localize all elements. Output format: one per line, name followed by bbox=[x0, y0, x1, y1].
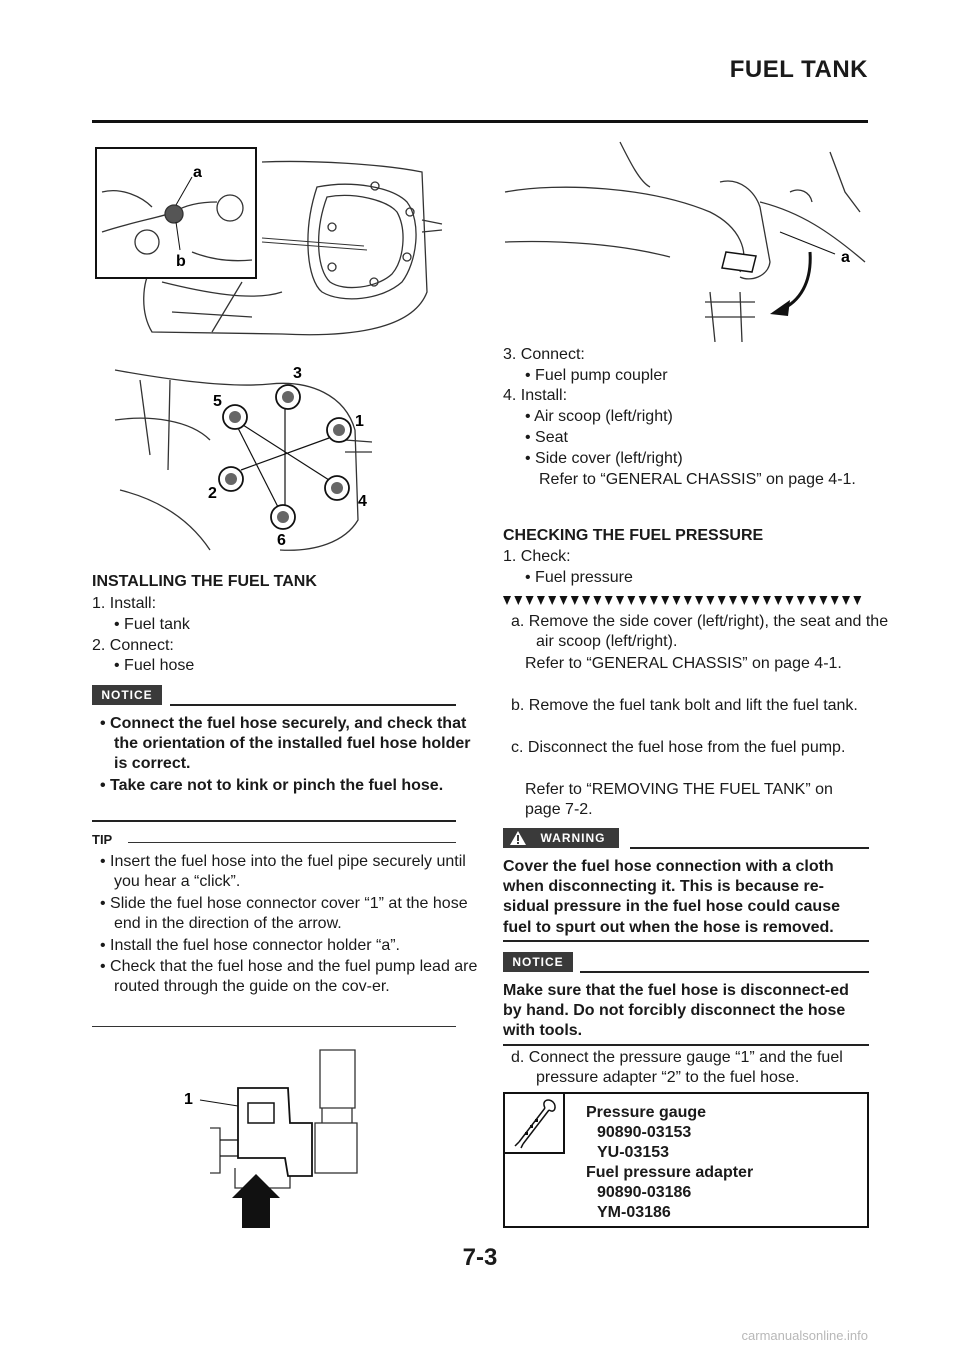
tip-item-2: • Slide the fuel hose connector cover “1” at the hose end in the direction of the arrow. bbox=[100, 895, 468, 933]
substep-d: d. Connect the pressure gauge “1” and the fuel pressure adapter “2” to the fuel hose. bbox=[511, 1049, 843, 1087]
install-step2: 2. Connect: bbox=[92, 637, 174, 654]
install-step2-item: • Fuel hose bbox=[114, 657, 195, 674]
fig3-label-a: a bbox=[841, 249, 850, 266]
page-title: FUEL TANK bbox=[729, 56, 868, 83]
install-step1: 1. Install: bbox=[92, 595, 157, 612]
substep-a-ref: Refer to “GENERAL CHASSIS” on page 4-1. bbox=[525, 655, 842, 672]
notice-badge: NOTICE bbox=[92, 685, 162, 705]
tool-fuel-pressure-adapter: Fuel pressure adapter bbox=[586, 1164, 754, 1181]
step3: 3. Connect: bbox=[503, 346, 585, 363]
warning-rule bbox=[630, 847, 869, 849]
fig2-label-6: 6 bbox=[277, 532, 286, 549]
notice-badge-right: NOTICE bbox=[503, 952, 573, 972]
notice-end-rule-right bbox=[503, 1044, 869, 1046]
notice-rule bbox=[170, 704, 456, 706]
warning-badge bbox=[503, 828, 619, 848]
tip-item-1: • Insert the fuel hose into the fuel pipe securely until you hear a “click”. bbox=[100, 853, 466, 891]
tip-end-rule bbox=[92, 1026, 456, 1027]
check-step1: 1. Check: bbox=[503, 548, 571, 565]
fig2-label-4: 4 bbox=[358, 493, 367, 510]
notice-item-2: • Take care not to kink or pinch the fuel hose. bbox=[100, 777, 444, 794]
warning-label: WARNING bbox=[540, 831, 606, 845]
warning-text: Cover the fuel hose connection with a cloth when disconnecting it. This is because re-sidual pressure in the fuel hose could cause fuel to spurt out when the hose is removed. bbox=[503, 858, 840, 936]
page-number: 7-3 bbox=[462, 1244, 498, 1271]
procedure-start-marker bbox=[503, 596, 869, 608]
fig2-label-2: 2 bbox=[208, 485, 217, 502]
warning-triangle-icon bbox=[509, 830, 527, 846]
figure-hose-connector bbox=[180, 1048, 380, 1228]
fig2-label-3: 3 bbox=[293, 365, 302, 382]
tip-rule bbox=[128, 842, 456, 843]
step3-item: • Fuel pump coupler bbox=[525, 367, 668, 384]
tool-icon-cell bbox=[505, 1094, 565, 1154]
tool-adapter-code-2: YM-03186 bbox=[597, 1204, 671, 1221]
substep-c-ref: Refer to “REMOVING THE FUEL TANK” on page 7-2. bbox=[525, 781, 833, 819]
figure-coupler bbox=[500, 132, 870, 342]
notice-text-right: Make sure that the fuel hose is disconnect-ed by hand. Do not forcibly disconnect the hose with tools. bbox=[503, 982, 849, 1040]
tool-adapter-code-1: 90890-03186 bbox=[597, 1184, 692, 1201]
watermark: carmanualsonline.info bbox=[741, 1328, 868, 1343]
notice-end-rule bbox=[92, 820, 456, 822]
fig4-label-1: 1 bbox=[184, 1091, 193, 1108]
fig2-label-5: 5 bbox=[213, 393, 222, 410]
tool-pressure-gauge-code-2: YU-03153 bbox=[597, 1144, 670, 1161]
fig2-label-1: 1 bbox=[355, 413, 364, 430]
special-tool-icon bbox=[505, 1094, 563, 1152]
tip-item-4: • Check that the fuel hose and the fuel pump lead are routed through the guide on the cov-er. bbox=[100, 958, 478, 996]
tool-pressure-gauge: Pressure gauge bbox=[586, 1104, 707, 1121]
tip-item-3: • Install the fuel hose connector holder “a”. bbox=[100, 937, 400, 954]
substep-a: a. Remove the side cover (left/right), the seat and the air scoop (left/right). bbox=[511, 613, 889, 651]
fig1-label-b: b bbox=[176, 253, 186, 270]
fig1-label-a: a bbox=[193, 164, 202, 181]
header-rule bbox=[92, 120, 868, 123]
installing-heading: INSTALLING THE FUEL TANK bbox=[92, 573, 317, 590]
tip-label: TIP bbox=[92, 832, 113, 847]
step4-item-1: • Air scoop (left/right) bbox=[525, 408, 673, 425]
step4-item-2: • Seat bbox=[525, 429, 568, 446]
notice-rule-right bbox=[580, 971, 869, 973]
substep-c: c. Disconnect the fuel hose from the fuel pump. bbox=[511, 739, 846, 756]
special-tools-box bbox=[503, 1092, 869, 1228]
install-step1-item: • Fuel tank bbox=[114, 616, 190, 633]
step4: 4. Install: bbox=[503, 387, 568, 404]
tool-pressure-gauge-code-1: 90890-03153 bbox=[597, 1124, 692, 1141]
step4-ref: Refer to “GENERAL CHASSIS” on page 4-1. bbox=[539, 471, 856, 488]
step4-item-3: • Side cover (left/right) bbox=[525, 450, 683, 467]
checking-heading: CHECKING THE FUEL PRESSURE bbox=[503, 527, 764, 544]
check-step1-item: • Fuel pressure bbox=[525, 569, 633, 586]
substep-b: b. Remove the fuel tank bolt and lift the fuel tank. bbox=[511, 697, 858, 714]
warning-end-rule bbox=[503, 940, 869, 942]
notice-item-1: • Connect the fuel hose securely, and check that the orientation of the installed fuel hose holder is correct. bbox=[100, 715, 471, 773]
figure-tank-top bbox=[92, 142, 452, 352]
figure-bolt-sequence bbox=[110, 360, 380, 560]
